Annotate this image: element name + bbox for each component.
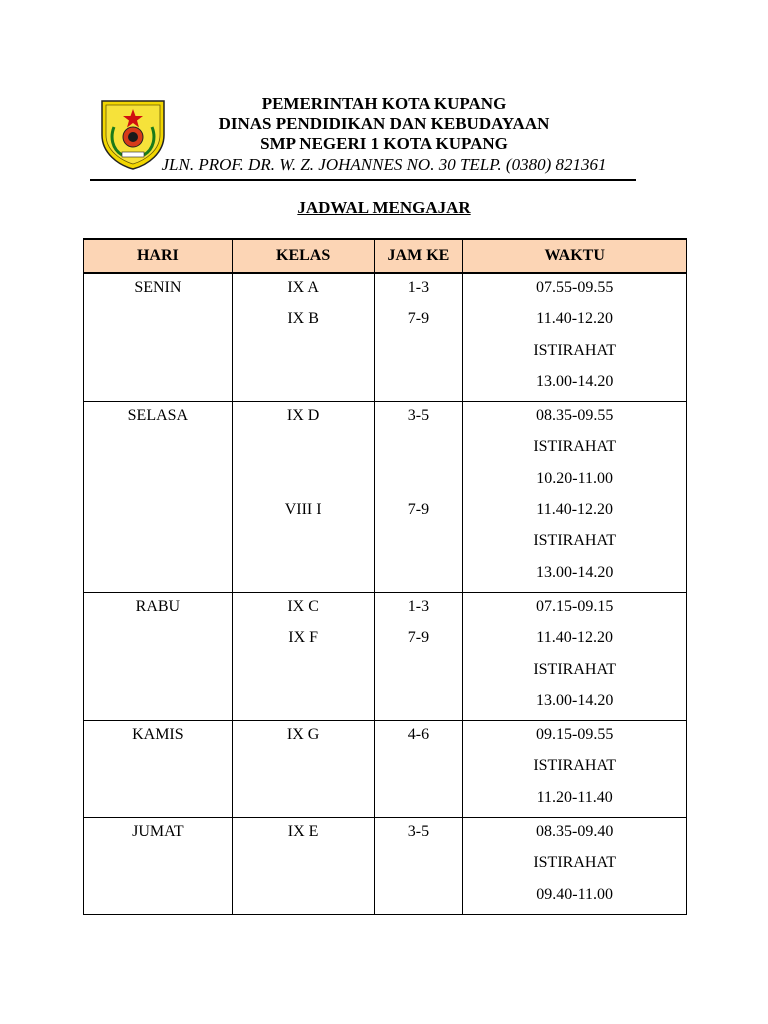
time-label: 08.35-09.55 — [536, 407, 614, 425]
class-label — [233, 851, 374, 882]
class-label — [233, 435, 374, 466]
cell-waktu — [463, 818, 687, 915]
letterhead-address: JLN. PROF. DR. W. Z. JOHANNES NO. 30 TELP. (0380) 821361 — [161, 155, 607, 174]
letterhead-government: PEMERINTAH KOTA KUPANG — [261, 94, 507, 113]
column-header-jam-ke: JAM KE — [374, 239, 463, 273]
cell-jam — [374, 818, 463, 915]
cell-jam — [374, 273, 463, 402]
period-label — [375, 851, 463, 882]
document-title: JADWAL MENGAJAR — [297, 198, 471, 217]
letterhead-department: DINAS PENDIDIKAN DAN KEBUDAYAAN — [218, 114, 550, 133]
column-header-kelas: KELAS — [232, 239, 374, 273]
time-label: 11.40-12.20 — [536, 501, 614, 519]
cell-waktu — [463, 721, 687, 818]
time-label: 10.20-11.00 — [536, 469, 614, 487]
class-label: IX G — [286, 726, 320, 744]
cell-waktu — [463, 273, 687, 402]
class-label — [233, 786, 374, 817]
time-label: 07.55-09.55 — [536, 279, 614, 296]
time-label: ISTIRAHAT — [533, 660, 616, 678]
table-row — [84, 273, 687, 402]
cell-jam — [374, 592, 463, 720]
class-label: IX F — [288, 629, 319, 647]
period-label — [375, 754, 463, 785]
column-header-hari: HARI — [84, 239, 233, 273]
cell-hari — [84, 818, 233, 915]
class-label: VIII I — [284, 501, 322, 519]
time-label: 13.00-14.20 — [536, 691, 614, 709]
class-label — [233, 561, 374, 592]
time-label: 07.15-09.15 — [536, 597, 614, 615]
period-label — [375, 883, 463, 914]
period-label: 7-9 — [407, 629, 430, 647]
schedule-table — [83, 238, 687, 915]
time-label: 11.20-11.40 — [536, 788, 613, 806]
class-label — [233, 339, 374, 370]
table-row — [84, 818, 687, 915]
letterhead-school: SMP NEGERI 1 KOTA KUPANG — [260, 134, 508, 153]
period-label: 1-3 — [407, 279, 430, 296]
letterhead — [140, 94, 628, 176]
time-label: 09.40-11.00 — [536, 885, 614, 903]
cell-waktu — [463, 402, 687, 593]
cell-hari — [84, 273, 233, 402]
class-label — [233, 370, 374, 401]
cell-waktu — [463, 592, 687, 720]
period-label — [375, 786, 463, 817]
class-label: IX B — [287, 310, 319, 328]
time-label: 13.00-14.20 — [536, 372, 614, 390]
period-label — [375, 689, 463, 720]
cell-hari — [84, 402, 233, 593]
period-label: 7-9 — [407, 501, 430, 519]
class-label: IX D — [286, 407, 320, 425]
day-label: JUMAT — [132, 823, 184, 841]
period-label — [375, 467, 463, 498]
table-row — [84, 721, 687, 818]
letterhead-divider — [90, 179, 636, 181]
table-row — [84, 592, 687, 720]
cell-kelas — [232, 273, 374, 402]
period-label: 3-5 — [407, 823, 430, 841]
class-label — [233, 658, 374, 689]
period-label — [375, 370, 463, 401]
time-label: 13.00-14.20 — [536, 563, 614, 581]
column-header-waktu: WAKTU — [463, 239, 687, 273]
cell-kelas — [232, 818, 374, 915]
class-label — [233, 529, 374, 560]
day-label: KAMIS — [132, 726, 184, 744]
time-label: ISTIRAHAT — [533, 757, 616, 775]
day-label: RABU — [135, 597, 181, 615]
class-label — [233, 467, 374, 498]
class-label — [233, 754, 374, 785]
time-label: 09.15-09.55 — [536, 726, 614, 744]
cell-hari — [84, 592, 233, 720]
time-label: 11.40-12.20 — [536, 310, 614, 328]
day-label: SELASA — [127, 407, 189, 425]
table-header-row — [84, 239, 687, 273]
class-label: IX A — [287, 279, 319, 296]
table-row — [84, 402, 687, 593]
cell-hari — [84, 721, 233, 818]
time-label: ISTIRAHAT — [533, 854, 616, 872]
period-label — [375, 339, 463, 370]
class-label — [233, 689, 374, 720]
time-label: 08.35-09.40 — [536, 823, 614, 841]
period-label: 3-5 — [407, 407, 430, 425]
class-label — [233, 883, 374, 914]
class-label: IX C — [287, 597, 319, 615]
cell-kelas — [232, 592, 374, 720]
cell-jam — [374, 402, 463, 593]
period-label: 1-3 — [407, 597, 430, 615]
time-label: ISTIRAHAT — [533, 532, 616, 550]
period-label: 7-9 — [407, 310, 430, 328]
cell-jam — [374, 721, 463, 818]
class-label: IX E — [287, 823, 319, 841]
period-label — [375, 435, 463, 466]
period-label — [375, 658, 463, 689]
time-label: ISTIRAHAT — [533, 438, 616, 456]
cell-kelas — [232, 402, 374, 593]
cell-kelas — [232, 721, 374, 818]
period-label — [375, 561, 463, 592]
period-label — [375, 529, 463, 560]
day-label: SENIN — [134, 279, 182, 296]
time-label: 11.40-12.20 — [536, 629, 614, 647]
time-label: ISTIRAHAT — [533, 341, 616, 359]
period-label: 4-6 — [407, 726, 430, 744]
